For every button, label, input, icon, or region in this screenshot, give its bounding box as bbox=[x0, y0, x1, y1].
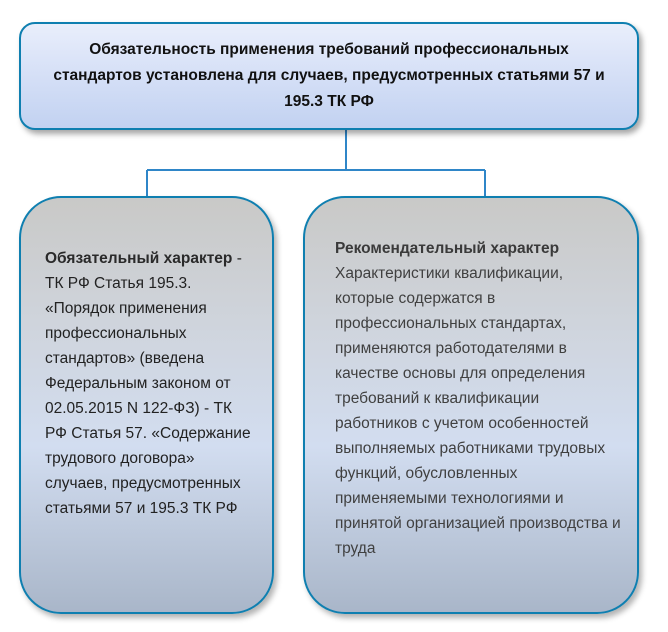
mandatory-separator: - bbox=[232, 250, 242, 267]
recommended-body: Характеристики квалификации, которые содержатся в профессиональных стандартах, применяются работодателями в качестве основы для определения требований к квалификации работников с учетом особенностей выполняемых работниками трудовых функций, обусловленных применяемыми технологиями и принятой организацией производства и труда bbox=[335, 265, 621, 557]
top-box-title: Обязательность применения требований профессиональных стандартов установлена для случаев, предусмотренных статьями 57 и 195.3 ТК РФ bbox=[53, 41, 605, 110]
mandatory-card bbox=[19, 196, 274, 614]
recommended-text bbox=[335, 236, 623, 561]
top-box bbox=[19, 22, 639, 130]
mandatory-text bbox=[45, 246, 258, 521]
recommended-card bbox=[303, 196, 639, 614]
mandatory-heading: Обязательный характер bbox=[45, 250, 233, 267]
mandatory-body: ТК РФ Статья 195.3. «Порядок применения профессиональных стандартов» (введена Федеральным законом от 02.05.2015 N 122-ФЗ) - ТК РФ Статья 57. «Содержание трудового договора» случаев, предусмотренных статьями 57 и 195.3 ТК РФ bbox=[45, 275, 251, 517]
recommended-heading: Рекомендательный характер bbox=[335, 240, 560, 257]
